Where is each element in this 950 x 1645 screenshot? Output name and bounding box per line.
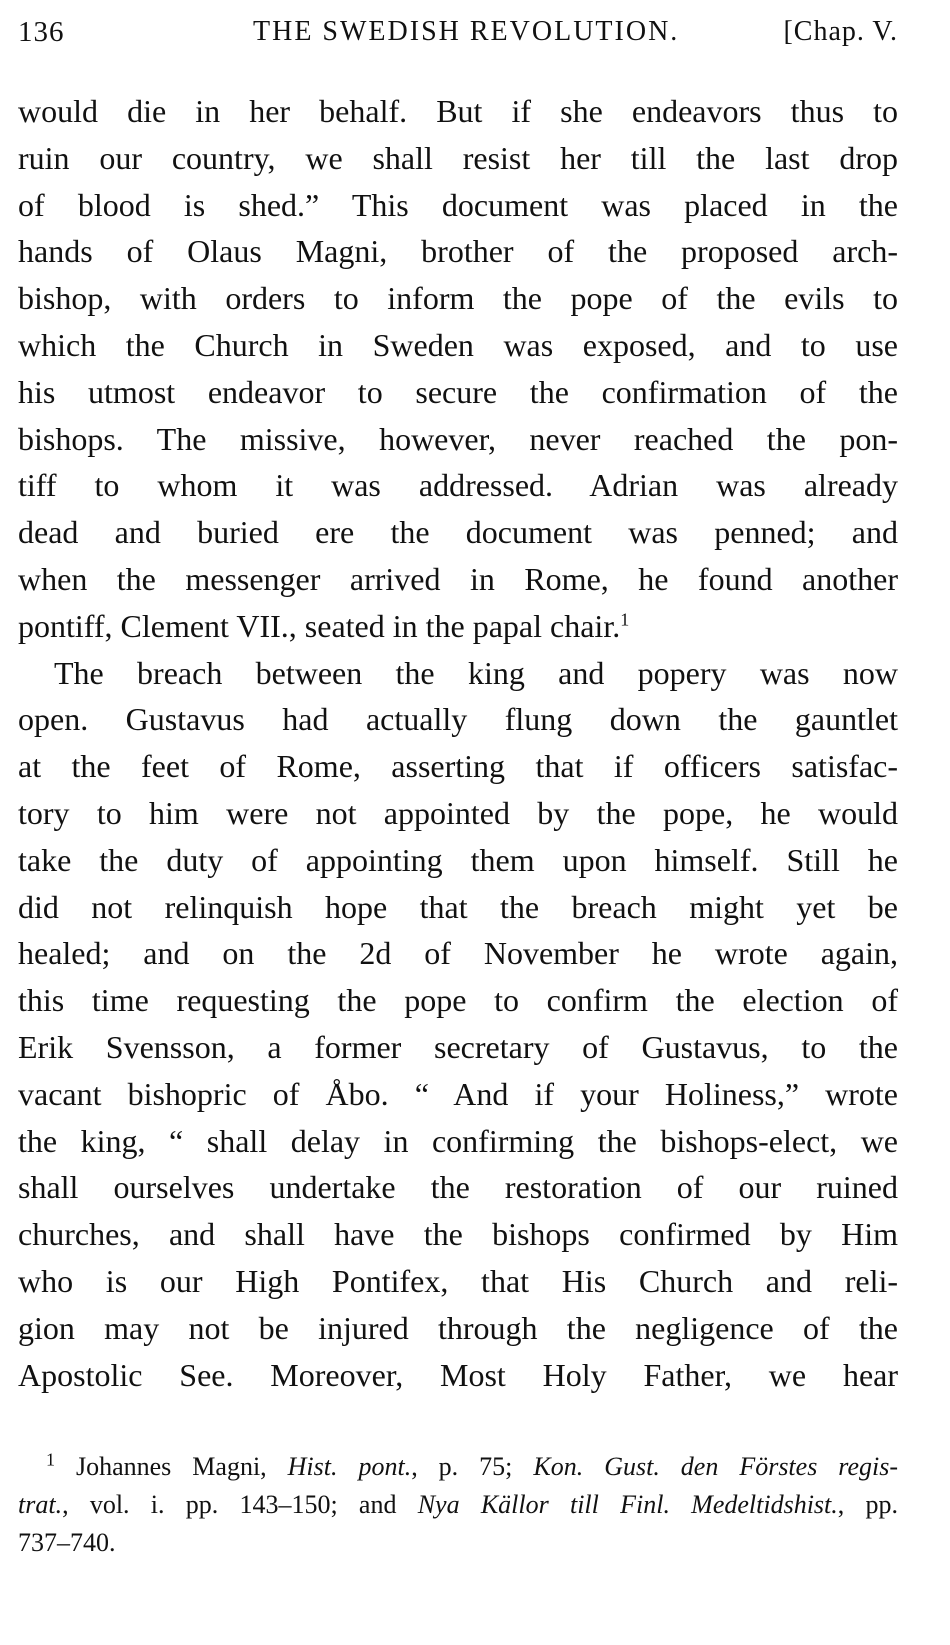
text-line: who is our High Pontifex, that His Church and reli-	[18, 1262, 898, 1299]
footnote-reference-text: , vol. i. pp. 143–150; and	[62, 1490, 397, 1519]
footnote-reference-text: , p. 75;	[411, 1452, 513, 1481]
footnote-work: trat.	[18, 1490, 63, 1519]
text-line: dead and buried ere the document was penned; and	[18, 514, 898, 551]
text-line: tiff to whom it was addressed. Adrian was already	[18, 467, 898, 504]
footnote-line	[18, 1448, 898, 1486]
footnote-line: 737–740.	[18, 1528, 116, 1557]
footnote-work: Nya Källor till Finl. Medeltidshist.	[417, 1490, 838, 1519]
chapter-reference: [Chap. V.	[783, 16, 898, 47]
text-line: ruin our country, we shall resist her till the last drop	[18, 139, 898, 176]
text-line: at the feet of Rome, asserting that if officers satisfac-	[18, 748, 898, 785]
text-line: bishop, with orders to inform the pope of the evils to	[18, 280, 898, 317]
text-line: when the messenger arrived in Rome, he found another	[18, 560, 898, 597]
footnote-reference-text: , pp.	[837, 1490, 899, 1519]
text-line: vacant bishopric of Åbo. “ And if your Holiness,” wrote	[18, 1075, 898, 1112]
text-line: churches, and shall have the bishops confirmed by Him	[18, 1216, 898, 1253]
footnote-work: Kon. Gust. den Förstes regis-	[533, 1452, 898, 1481]
text-line: take the duty of appointing them upon himself. Still he	[18, 841, 898, 878]
footnote-work: Hist. pont.	[287, 1452, 412, 1481]
footnote-reference[interactable]: 1	[620, 609, 630, 630]
text-line: Apostolic See. Moreover, Most Holy Father, we hear	[18, 1356, 898, 1393]
text-line: open. Gustavus had actually flung down the gauntlet	[18, 701, 898, 738]
page-number: 136	[18, 16, 65, 48]
running-title: THE SWEDISH REVOLUTION.	[253, 16, 680, 47]
footnote-area	[18, 1448, 898, 1562]
text-line: bishops. The missive, however, never reached the pon-	[18, 420, 898, 457]
text-line: of blood is shed.” This document was placed in the	[18, 186, 898, 223]
text-line: healed; and on the 2d of November he wrote again,	[18, 935, 898, 972]
text-line-with-note	[18, 603, 898, 650]
text-line: did not relinquish hope that the breach might yet be	[18, 888, 898, 925]
footnote-author: Johannes Magni,	[75, 1452, 267, 1481]
text-line: Erik Svensson, a former secretary of Gustavus, to the	[18, 1028, 898, 1065]
paragraph-start-line: The breach between the king and popery was now	[54, 654, 898, 691]
text-line: tory to him were not appointed by the pope, he would	[18, 794, 898, 831]
text-line: this time requesting the pope to confirm the election of	[18, 982, 898, 1019]
footnote-marker: 1	[46, 1449, 55, 1470]
text-line: his utmost endeavor to secure the confirmation of the	[18, 373, 898, 410]
body-text	[18, 88, 898, 1398]
text-line: the king, “ shall delay in confirming the bishops-elect, we	[18, 1122, 898, 1159]
footnote-line	[18, 1486, 898, 1524]
text-line: shall ourselves undertake the restoration of our ruined	[18, 1169, 898, 1206]
text-line: hands of Olaus Magni, brother of the proposed arch-	[18, 233, 898, 270]
text-line: gion may not be injured through the negligence of the	[18, 1309, 898, 1346]
text-line: would die in her behalf. But if she endeavors thus to	[18, 93, 898, 129]
text-line: which the Church in Sweden was exposed, and to use	[18, 326, 898, 363]
running-header	[18, 12, 898, 52]
text-line-content: pontiff, Clement VII., seated in the papal chair.	[18, 607, 621, 644]
